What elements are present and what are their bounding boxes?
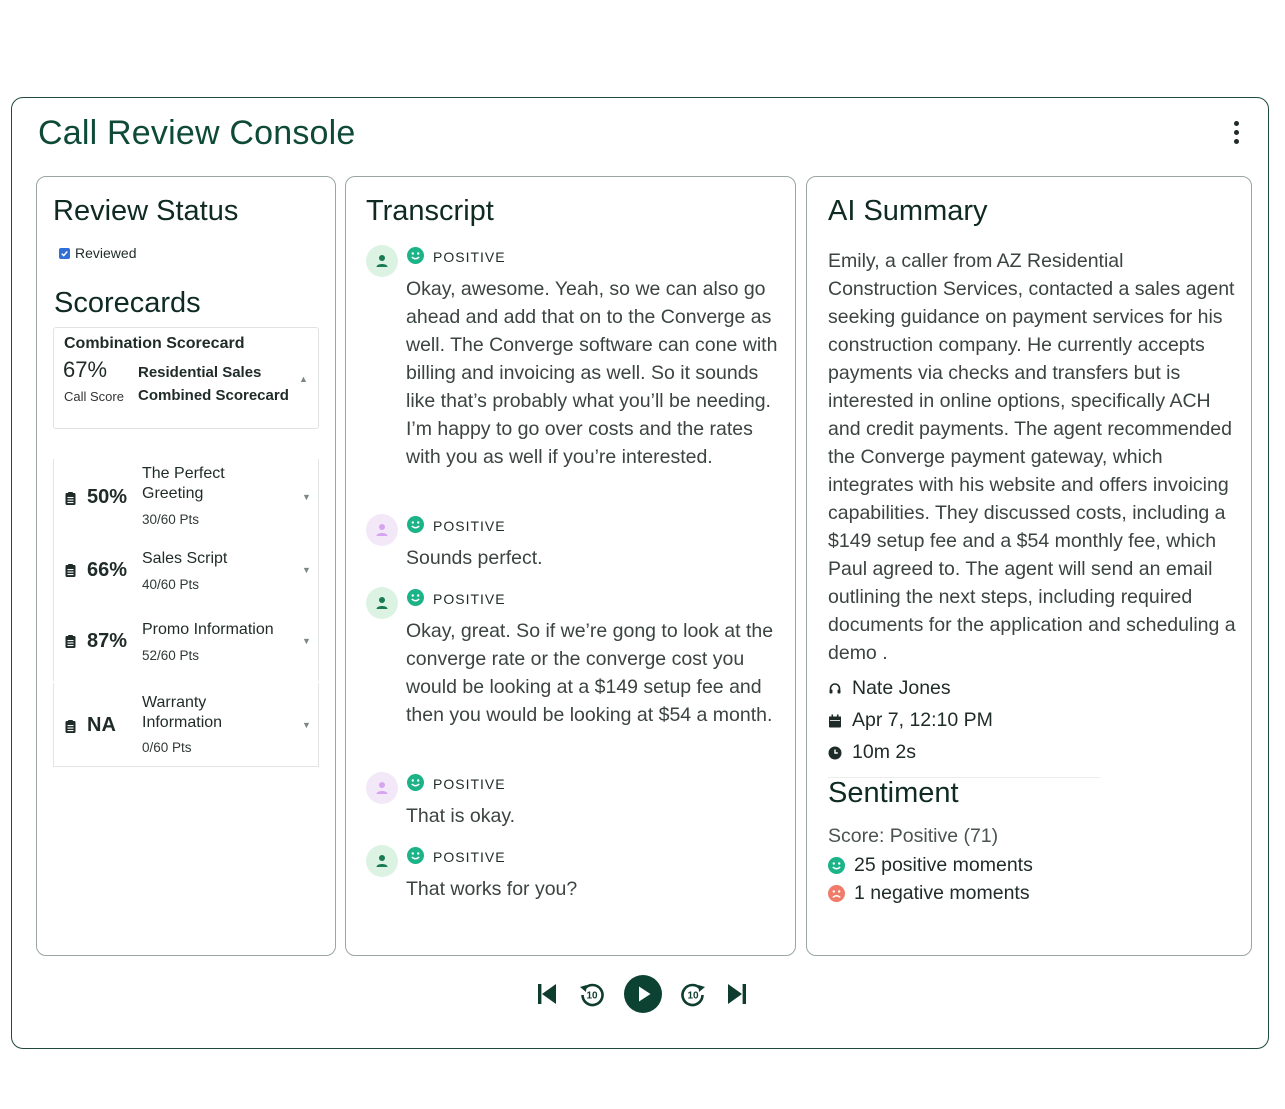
smile-icon: [407, 774, 424, 791]
rewind-seconds: 10: [586, 990, 598, 1002]
sentiment-label: POSITIVE: [433, 776, 506, 792]
scorecard-points: 30/60 Pts: [142, 512, 200, 527]
sentiment-label: POSITIVE: [433, 849, 506, 865]
scorecard-item-perfect-greeting[interactable]: [53, 459, 319, 535]
call-score-label: Call Score: [64, 389, 124, 404]
agent-avatar: [366, 845, 398, 877]
call-duration-row: [828, 741, 916, 764]
reviewed-checkbox[interactable]: [59, 245, 136, 261]
transcript-title: Transcript: [366, 195, 494, 227]
combination-scorecard-name: [138, 361, 289, 407]
sentiment-title: Sentiment: [828, 777, 959, 809]
scorecard-name: Sales Script: [142, 550, 228, 567]
message-text: Okay, great. So if we’re gong to look at the converge rate or the converge cost you would be looking at a $149 setup fee and then you would be looking at $54 a month.: [406, 620, 774, 726]
chevron-down-icon[interactable]: ▼: [302, 636, 311, 646]
person-icon: [375, 523, 389, 537]
scorecard-name-line1: Warranty: [142, 694, 207, 711]
calendar-icon: [828, 714, 842, 728]
scorecard-percent: NA: [87, 714, 116, 736]
ai-summary-text: Emily, a caller from AZ Residential Construction Services, contacted a sales agent seeking guidance on payment services for his construction company. He currently accepts payments via checks and transfers but is interested in online options, specifically ACH and credit payments. The agent recommended the Converge payment gateway, which integrates with his website and offers invoicing capabilities. They discussed costs, including a $149 setup fee and a $54 monthly fee, which Paul agreed to. The agent will send an email outlining the next steps, including required documents for the application and scheduling a demo .: [828, 250, 1236, 664]
app-title: Call Review Console: [38, 114, 356, 152]
scorecard-name: [142, 693, 222, 733]
transcript-panel: [345, 176, 796, 956]
ai-summary-title: AI Summary: [828, 195, 988, 227]
sentiment-score: Score: Positive (71): [828, 825, 999, 847]
checkbox-checked-icon[interactable]: [59, 248, 70, 259]
clock-icon: [828, 746, 842, 760]
clipboard-icon: [65, 564, 76, 577]
clipboard-icon: [65, 492, 76, 505]
clipboard-icon: [65, 635, 76, 648]
chevron-down-icon[interactable]: ▼: [302, 720, 311, 730]
agent-avatar: [366, 245, 398, 277]
sentiment-label: POSITIVE: [433, 518, 506, 534]
call-date: Apr 7, 12:10 PM: [852, 709, 993, 731]
chevron-down-icon[interactable]: ▼: [302, 565, 311, 575]
person-icon: [375, 854, 389, 868]
person-icon: [375, 596, 389, 610]
scorecard-percent: 66%: [87, 559, 128, 581]
combination-score-percent: 67%: [63, 357, 108, 382]
forward-seconds: 10: [687, 990, 699, 1002]
combination-name-line2: Combined Scorecard: [138, 387, 289, 404]
message-text: Sounds perfect.: [406, 547, 543, 569]
positive-moments-row: [828, 854, 1033, 877]
scorecard-name: Promo Information: [142, 621, 274, 638]
smile-icon: [407, 516, 424, 533]
message-text: That is okay.: [406, 805, 516, 827]
scorecards-title: Scorecards: [54, 287, 201, 319]
sentiment-label: POSITIVE: [433, 591, 506, 607]
call-duration: 10m 2s: [852, 741, 916, 763]
person-icon: [375, 254, 389, 268]
combination-scorecard[interactable]: [53, 327, 319, 429]
call-review-console: [11, 97, 1269, 1049]
reviewed-label: Reviewed: [75, 245, 137, 261]
caller-avatar: [366, 772, 398, 804]
rewind-10-icon[interactable]: [579, 981, 605, 1007]
caller-avatar: [366, 514, 398, 546]
clipboard-icon: [65, 720, 76, 733]
scorecard-name-line2: Greeting: [142, 485, 204, 502]
negative-moments-row: [828, 882, 1030, 905]
smile-icon: [407, 247, 424, 264]
review-status-title: Review Status: [53, 195, 239, 227]
combination-scorecard-title: Combination Scorecard: [64, 335, 245, 352]
negative-moments: 1 negative moments: [854, 882, 1030, 904]
chevron-up-icon[interactable]: ▲: [299, 374, 308, 384]
scorecard-item-promo-information[interactable]: [53, 609, 319, 681]
scorecard-points: 40/60 Pts: [142, 577, 200, 592]
message-text: Okay, awesome. Yeah, so we can also go ahead and add that on to the Converge as well. The Converge software can cone with billing and invoicing as well. So it sounds like that’s probably what you’ll be needing. I’m happy to go over costs and the rates with you as well if you’re interested.: [406, 278, 778, 468]
smile-icon: [407, 847, 424, 864]
smile-icon: [828, 857, 845, 874]
more-options-icon[interactable]: [1226, 118, 1246, 150]
headset-icon: [828, 682, 842, 696]
agent-avatar: [366, 587, 398, 619]
scorecard-item-warranty-information[interactable]: [53, 683, 319, 767]
scorecard-name-line1: The Perfect: [142, 465, 225, 482]
forward-10-icon[interactable]: [680, 981, 706, 1007]
call-date-row: [828, 709, 993, 732]
frown-icon: [828, 885, 845, 902]
scorecard-points: 52/60 Pts: [142, 648, 200, 663]
message-text: That works for you?: [406, 878, 578, 900]
combination-name-line1: Residential Sales: [138, 364, 262, 381]
play-button[interactable]: [623, 974, 663, 1014]
agent-name: Nate Jones: [852, 677, 951, 699]
audio-player: [12, 974, 1268, 1014]
sentiment-label: POSITIVE: [433, 249, 506, 265]
scorecard-name-line2: Information: [142, 714, 223, 731]
ai-summary-panel: [806, 176, 1252, 956]
chevron-down-icon[interactable]: ▼: [302, 492, 311, 502]
skip-forward-icon[interactable]: [726, 982, 748, 1006]
positive-moments: 25 positive moments: [854, 854, 1033, 876]
scorecard-points: 0/60 Pts: [142, 740, 192, 755]
person-icon: [375, 781, 389, 795]
scorecard-percent: 50%: [87, 486, 128, 508]
play-icon[interactable]: [623, 974, 663, 1014]
scorecard-percent: 87%: [87, 630, 128, 652]
smile-icon: [407, 589, 424, 606]
review-status-panel: [36, 176, 336, 956]
agent-name-row: [828, 677, 951, 700]
skip-back-icon[interactable]: [536, 982, 558, 1006]
scorecard-item-sales-script[interactable]: [53, 535, 319, 609]
scorecard-name: [142, 464, 225, 504]
